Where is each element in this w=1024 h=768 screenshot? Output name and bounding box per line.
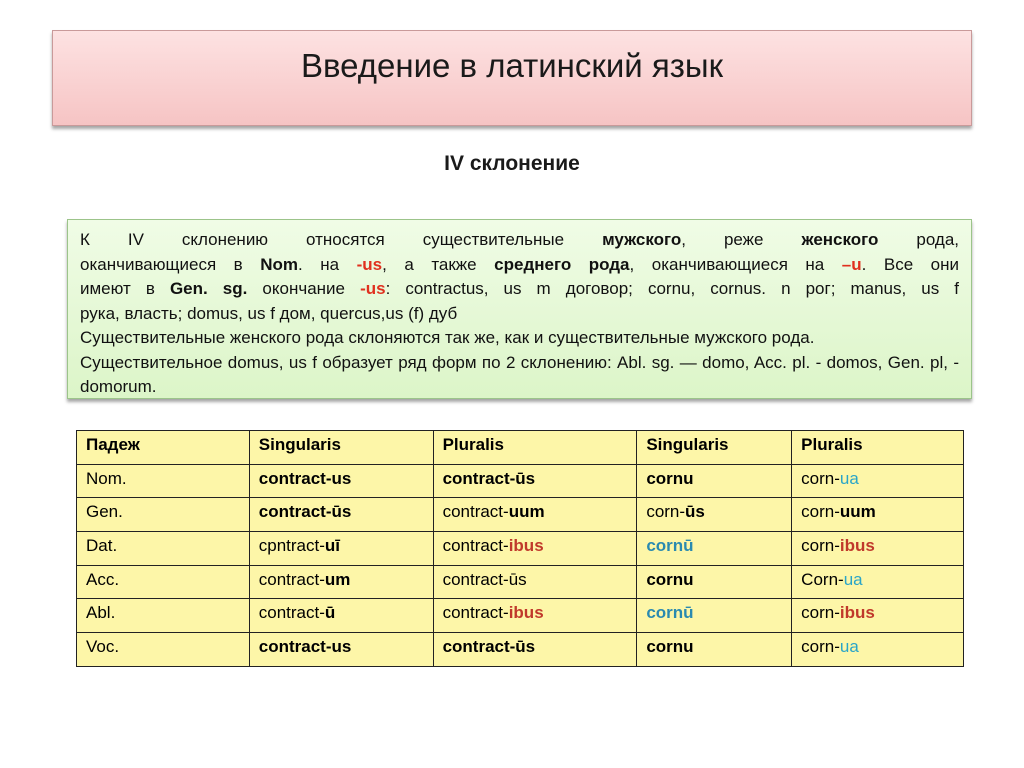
pl-n-cell: Corn-ua [792, 565, 964, 599]
info-paragraph-3: Существительное domus, us f образует ряд форм по 2 склонению: Abl. sg. — domo, Acc. pl. - domos, Gen. pl, - domorum. [80, 352, 959, 396]
pl-m-cell: contract-ūs [433, 464, 637, 498]
sg-m-cell: cpntract-uī [249, 532, 433, 566]
header-singularis-1: Singularis [249, 431, 433, 465]
case-cell: Gen. [77, 498, 250, 532]
pl-n-cell: corn-ibus [792, 599, 964, 633]
pl-n-cell: corn-ua [792, 633, 964, 667]
sg-m-cell: contract-us [249, 464, 433, 498]
pl-n-cell: corn-ua [792, 464, 964, 498]
info-box [67, 219, 972, 399]
pl-m-cell: contract-ibus [433, 532, 637, 566]
case-cell: Nom. [77, 464, 250, 498]
case-cell: Abl. [77, 599, 250, 633]
header-pluralis-2: Pluralis [792, 431, 964, 465]
sg-m-cell: contract-um [249, 565, 433, 599]
sg-m-cell: contract-ū [249, 599, 433, 633]
info-line-2: оканчивающиеся в Nom. на -us, а также среднего рода, оканчивающиеся на –u. Все они [80, 254, 960, 274]
table-row [77, 532, 964, 566]
table-header-row [77, 431, 964, 465]
pl-m-cell: contract-ūs [433, 565, 637, 599]
pl-n-cell: corn-ibus [792, 532, 964, 566]
slide-title: Введение в латинский язык [300, 47, 724, 84]
case-cell: Dat. [77, 532, 250, 566]
sg-n-cell: cornu [637, 464, 792, 498]
info-line-3: имеют в Gen. sg. окончание -us: contractus, us m договор; cornu, cornus. n рог; manus, us f [80, 279, 960, 298]
sg-m-cell: contract-ūs [249, 498, 433, 532]
case-cell: Acc. [77, 565, 250, 599]
header-pluralis-1: Pluralis [433, 431, 637, 465]
table-row [77, 464, 964, 498]
table-row [77, 565, 964, 599]
info-line-4: рука, власть; domus, us f дом, quercus,us (f) дуб [80, 303, 458, 323]
case-cell: Voc. [77, 633, 250, 667]
declension-table [76, 430, 964, 667]
sg-m-cell: contract-us [249, 633, 433, 667]
title-banner [52, 30, 972, 126]
info-line-1: К IV склонению относятся существительные мужского, реже женского рода, [80, 230, 960, 249]
table-row [77, 498, 964, 532]
sg-n-cell: cornū [637, 532, 792, 566]
sg-n-cell: cornū [637, 599, 792, 633]
pl-m-cell: contract-ūs [433, 633, 637, 667]
header-case: Падеж [77, 431, 250, 465]
pl-n-cell: corn-uum [792, 498, 964, 532]
section-subtitle: IV склонение [444, 152, 580, 175]
pl-m-cell: contract-uum [433, 498, 637, 532]
sg-n-cell: cornu [637, 633, 792, 667]
table-row [77, 599, 964, 633]
header-singularis-2: Singularis [637, 431, 792, 465]
sg-n-cell: corn-ūs [637, 498, 792, 532]
pl-m-cell: contract-ibus [433, 599, 637, 633]
info-paragraph-2: Существительные женского рода склоняются так же, как и существительные мужского рода. [80, 328, 815, 347]
sg-n-cell: cornu [637, 565, 792, 599]
table-row [77, 633, 964, 667]
